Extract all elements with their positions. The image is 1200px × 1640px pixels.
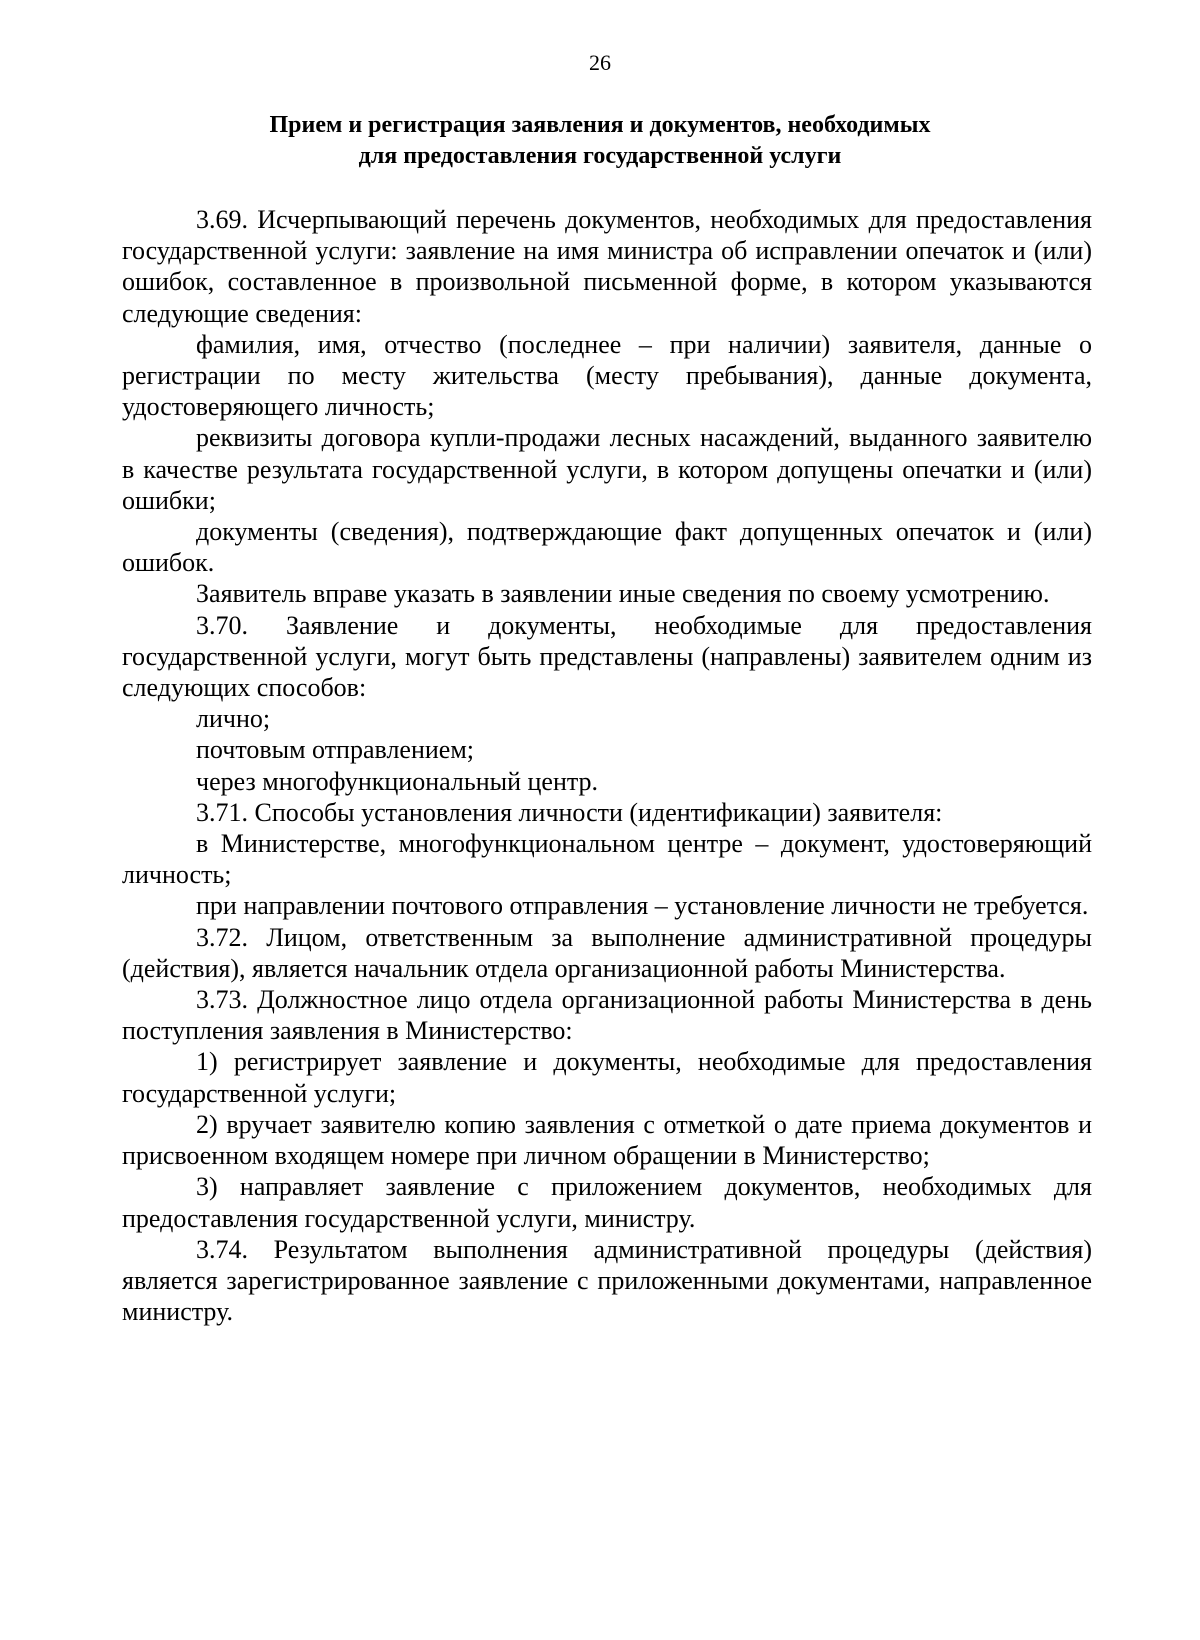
section-heading-line-1: Прием и регистрация заявления и документов, необходимых bbox=[269, 112, 931, 138]
paragraph-supporting-documents: документы (сведения), подтверждающие факт допущенных опечаток и (или) ошибок. bbox=[122, 517, 1092, 578]
paragraph-postal-id: при направлении почтового отправления – установление личности не требуется. bbox=[196, 891, 1089, 921]
section-heading-line-2: для предоставления государственной услуги bbox=[358, 143, 842, 169]
list-item-by-mail: почтовым отправлением; bbox=[196, 735, 475, 765]
page-number: 26 bbox=[589, 50, 611, 75]
paragraph-ministry-mfc-id: в Министерстве, многофункциональном центре – документ, удостоверяющий личность; bbox=[122, 829, 1092, 890]
paragraph-applicant-name: фамилия, имя, отчество (последнее – при наличии) заявителя, данные о регистрации по месту жительства (месту пребывания), данные документа, удостоверяющего личность; bbox=[122, 329, 1092, 422]
section-heading bbox=[0, 110, 1200, 172]
paragraph-3-72: 3.72. Лицом, ответственным за выполнение административной процедуры (действия), является начальник отдела организационной работы Министерства. bbox=[122, 922, 1092, 983]
list-item-registers: 1) регистрирует заявление и документы, необходимые для предоставления государственной услуги; bbox=[122, 1047, 1092, 1108]
paragraph-3-70: 3.70. Заявление и документы, необходимые для предоставления государственной услуги, могут быть представлены (направлены) заявителем одним из следующих способов: bbox=[122, 610, 1092, 703]
paragraph-contract-details: реквизиты договора купли-продажи лесных насаждений, выданного заявителю в качестве результата государственной услуги, в котором допущены опечатки и (или) ошибки; bbox=[122, 423, 1092, 515]
list-item-mfc: через многофункциональный центр. bbox=[196, 766, 599, 796]
paragraph-3-71: 3.71. Способы установления личности (идентификации) заявителя: bbox=[196, 797, 943, 827]
paragraph-3-69: 3.69. Исчерпывающий перечень документов, необходимых для предоставления государственной услуги: заявление на имя министра об исправлении опечаток и (или) ошибок, составленное в произвольной письменной форме, в котором указываются следующие сведения: bbox=[122, 205, 1092, 328]
paragraph-3-74: 3.74. Результатом выполнения административной процедуры (действия) является зарегистрированное заявление с приложенными документами, направленное министру. bbox=[122, 1234, 1092, 1327]
document-body bbox=[122, 204, 1092, 1327]
paragraph-3-73: 3.73. Должностное лицо отдела организационной работы Министерства в день поступления заявления в Министерство: bbox=[122, 985, 1092, 1046]
paragraph-other-info: Заявитель вправе указать в заявлении иные сведения по своему усмотрению. bbox=[196, 579, 1050, 609]
list-item-sends-to-minister: 3) направляет заявление с приложением документов, необходимых для предоставления государственной услуги, министру. bbox=[122, 1172, 1092, 1233]
list-item-hands-copy: 2) вручает заявителю копию заявления с отметкой о дате приема документов и присвоенном входящем номере при личном обращении в Министерство; bbox=[122, 1109, 1092, 1171]
list-item-in-person: лично; bbox=[196, 704, 271, 734]
